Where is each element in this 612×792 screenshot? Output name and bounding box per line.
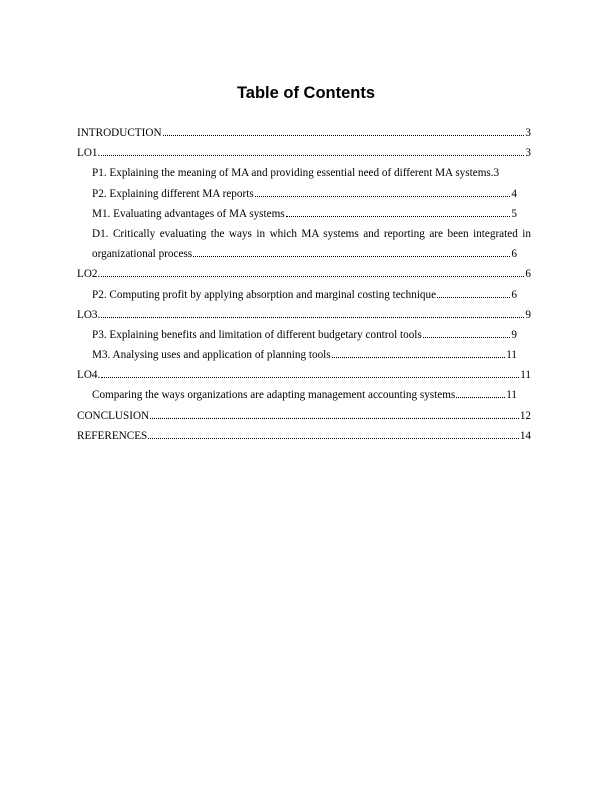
toc-page-number: 9: [511, 328, 517, 341]
toc-entry-label: CONCLUSION: [77, 409, 150, 422]
dot-leader: [148, 437, 519, 439]
toc-entry-label: INTRODUCTION: [77, 127, 162, 139]
toc-entry-label: LO4.: [77, 369, 101, 382]
toc-entry-introduction[interactable]: [77, 123, 531, 143]
toc-entry-references[interactable]: [77, 426, 531, 446]
dot-leader: [193, 255, 510, 257]
toc-entry-label: M1. Evaluating advantages of MA systems: [92, 207, 285, 220]
toc-entry-m1[interactable]: [77, 204, 531, 224]
toc-entry-label: P3. Explaining benefits and limitation of different budgetary control tools: [92, 328, 422, 341]
toc-entry-p3[interactable]: [77, 325, 531, 345]
toc-entry-m3[interactable]: [77, 345, 531, 365]
toc-entry-label: P1. Explaining the meaning of MA and providing essential need of different MA systems.: [92, 167, 494, 180]
dot-leader: [101, 154, 524, 156]
toc-entry-lo1[interactable]: [77, 143, 531, 163]
toc-entry-lo4[interactable]: [77, 365, 531, 385]
dot-leader: [423, 336, 511, 338]
toc-entry-label: organizational process: [92, 248, 193, 261]
toc-entry-label: LO1.: [77, 147, 101, 160]
toc-page-number: 11: [520, 369, 531, 382]
dot-leader: [101, 275, 524, 277]
toc-entry-lo3[interactable]: [77, 305, 531, 325]
toc-entry-label: M3. Analysing uses and application of planning tools: [92, 349, 331, 362]
toc-entry-label: P2. Explaining different MA reports: [92, 187, 254, 200]
toc-entry-label: LO3.: [77, 308, 101, 321]
toc-page-number: 5: [511, 207, 517, 220]
toc-page-number: 6: [525, 268, 531, 281]
toc-entry-label: LO2.: [77, 268, 101, 281]
dot-leader: [101, 376, 519, 378]
page-title: Table of Contents: [236, 84, 376, 102]
dot-leader: [286, 215, 511, 217]
toc-entry-conclusion[interactable]: [77, 406, 531, 426]
toc-entry-label: Comparing the ways organizations are adapting management accounting systems: [92, 389, 456, 402]
toc-entry-lo2[interactable]: [77, 264, 531, 284]
toc-page-number: 12: [519, 409, 531, 422]
dot-leader: [163, 134, 525, 136]
toc-entry-label: P2. Computing profit by applying absorption and marginal costing technique: [92, 288, 437, 301]
toc-page-number: 11: [506, 389, 517, 402]
toc-entry-p2-costing[interactable]: [77, 285, 531, 305]
dot-leader: [332, 356, 506, 358]
toc-page-number: 11: [506, 349, 517, 362]
dot-leader: [150, 417, 519, 419]
toc-entry-d1-line2[interactable]: [77, 244, 531, 264]
toc-page-number: 6: [511, 288, 517, 301]
table-of-contents: [77, 123, 531, 446]
dot-leader: [255, 195, 511, 197]
toc-entry-comparing[interactable]: [77, 385, 531, 405]
dot-leader: [437, 296, 510, 298]
toc-entry-label: REFERENCES: [77, 429, 148, 442]
toc-page-number: 4: [511, 187, 517, 200]
toc-page-number: 9: [525, 308, 531, 321]
dot-leader: [101, 316, 524, 318]
toc-page-number: 6: [511, 248, 517, 261]
toc-page-number: 3: [525, 147, 531, 160]
dot-leader: [456, 396, 505, 398]
toc-page-number: 3: [525, 127, 531, 139]
toc-page-number: 14: [519, 429, 531, 442]
toc-entry-p2[interactable]: [77, 184, 531, 204]
toc-entry-p1[interactable]: [77, 163, 531, 183]
toc-entry-d1-line1[interactable]: D1. Critically evaluating the ways in which MA systems and reporting are been integrated in: [92, 227, 531, 240]
toc-page-number: 3: [493, 167, 500, 180]
